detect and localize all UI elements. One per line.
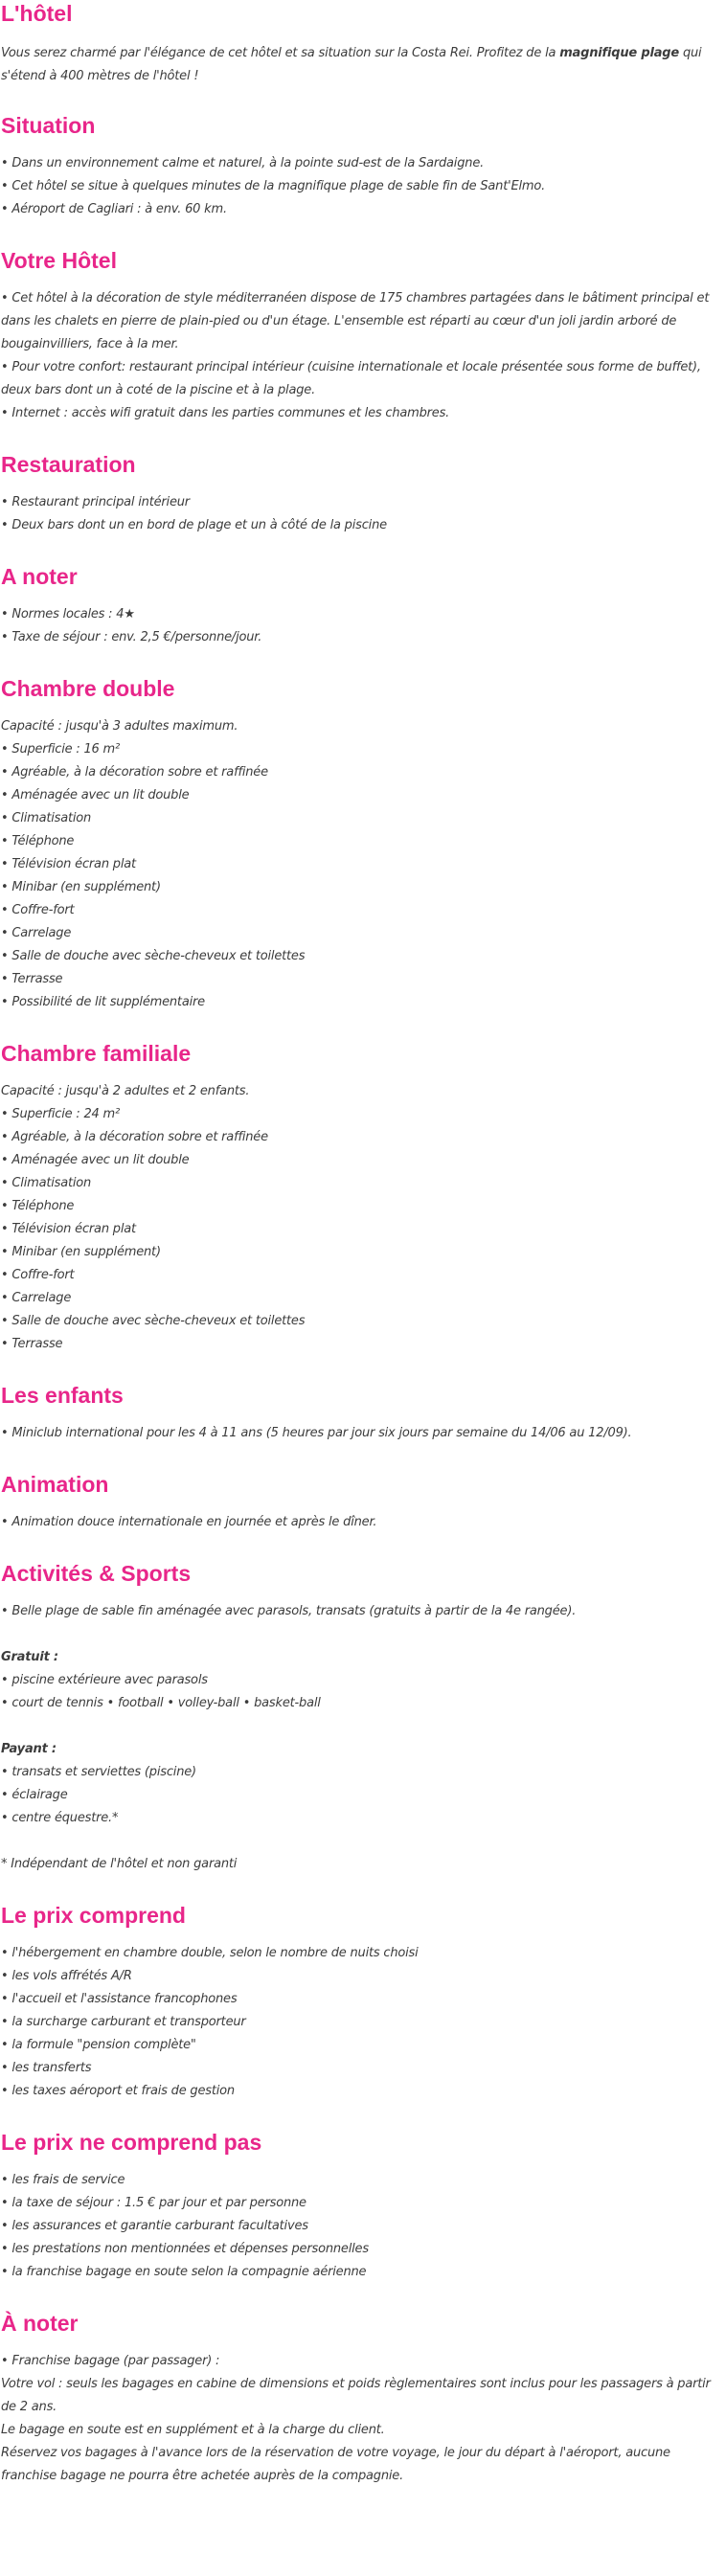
list-item: • Télévision écran plat	[1, 1222, 136, 1236]
list-item: • Climatisation	[1, 811, 92, 825]
list-item: • l'hébergement en chambre double, selon le nombre de nuits choisi	[1, 1946, 419, 1960]
list-item: • piscine extérieure avec parasols	[1, 1673, 208, 1687]
list-item: • Superficie : 24 m²	[1, 1107, 121, 1121]
list-item: Le bagage en soute est en supplément et à la charge du client.	[1, 2423, 385, 2437]
list-item: • l'accueil et l'assistance francophones	[1, 1992, 238, 2006]
list-item: • Dans un environnement calme et naturel, à la pointe sud-est de la Sardaigne.	[1, 156, 485, 170]
section-body-situation	[1, 152, 724, 221]
list-item: • Salle de douche avec sèche-cheveux et toilettes	[1, 949, 306, 963]
section-title-activites-sports: Activités & Sports	[1, 1561, 192, 1586]
list-item: • Pour votre confort: restaurant principal intérieur (cuisine internationale et locale présentée sous forme de buffet), deux bars dont un à coté de la piscine et à la plage.	[1, 360, 701, 397]
list-item: • Climatisation	[1, 1176, 92, 1190]
section-title-a-noter: A noter	[1, 564, 78, 589]
gratuit-label: Gratuit :	[1, 1650, 58, 1664]
list-item: • Deux bars dont un en bord de plage et un à côté de la piscine	[1, 518, 387, 532]
list-item: Capacité : jusqu'à 2 adultes et 2 enfants.	[1, 1084, 250, 1098]
list-item: Capacité : jusqu'à 3 adultes maximum.	[1, 719, 238, 734]
list-item: • Franchise bagage (par passager) :	[1, 2354, 220, 2368]
list-item: • Normes locales : 4★	[1, 607, 135, 621]
list-item: • Miniclub international pour les 4 à 11 ans (5 heures par jour six jours par semaine du 14/06 au 12/09).	[1, 1426, 632, 1440]
section-animation	[1, 1471, 724, 1534]
list-item: Réservez vos bagages à l'avance lors de la réservation de votre voyage, le jour du départ à l'aéroport, aucune franchise bagage ne pourra être achetée auprès de la compagnie.	[1, 2446, 670, 2483]
section-body-animation	[1, 1511, 724, 1534]
list-item: • Cet hôtel se situe à quelques minutes de la magnifique plage de sable fin de Sant'Elmo.	[1, 179, 546, 193]
list-item: • Téléphone	[1, 1199, 75, 1213]
section-body-a-noter	[1, 603, 724, 649]
section-body-restauration	[1, 491, 724, 537]
list-item: • transats et serviettes (piscine)	[1, 1765, 196, 1779]
section-chambre-double	[1, 675, 724, 1014]
list-item: • Taxe de séjour : env. 2,5 €/personne/jour.	[1, 630, 262, 644]
list-item: • Carrelage	[1, 926, 72, 940]
section-situation	[1, 112, 724, 221]
section-body-activites-sports	[1, 1600, 724, 1876]
list-item: • Cet hôtel à la décoration de style méditerranéen dispose de 175 chambres partagées dans le bâtiment principal et dans les chalets en pierre de plain-pied ou d'un étage. L'ensemble est réparti au cœur d'un joli jardin arboré de bougainvilliers, face à la mer.	[1, 291, 710, 351]
list-item: • éclairage	[1, 1788, 68, 1802]
list-item: • la formule "pension complète"	[1, 2038, 196, 2052]
section-prix-ne-comprend-pas	[1, 2129, 724, 2284]
section-title-votre-hotel: Votre Hôtel	[1, 248, 117, 273]
section-title-chambre-familiale: Chambre familiale	[1, 1041, 192, 1066]
list-item: • Minibar (en supplément)	[1, 1245, 161, 1259]
section-title-a-noter-bagages: À noter	[1, 2311, 79, 2336]
list-item: • Téléphone	[1, 834, 75, 848]
section-prix-comprend	[1, 1902, 724, 2103]
section-restauration	[1, 451, 724, 537]
list-item: • les assurances et garantie carburant facultatives	[1, 2219, 308, 2233]
section-body-les-enfants	[1, 1422, 724, 1445]
list-item: • Coffre-fort	[1, 903, 75, 917]
section-chambre-familiale	[1, 1040, 724, 1356]
list-item: • la surcharge carburant et transporteur	[1, 2015, 246, 2029]
footnote: * Indépendant de l'hôtel et non garanti	[1, 1857, 238, 1871]
list-item: • Possibilité de lit supplémentaire	[1, 995, 205, 1009]
list-item: • les frais de service	[1, 2173, 125, 2187]
list-item: • les taxes aéroport et frais de gestion	[1, 2084, 235, 2098]
list-item: • la taxe de séjour : 1.5 € par jour et par personne	[1, 2196, 306, 2210]
section-body-prix-ne-comprend-pas	[1, 2169, 724, 2284]
list-item: • Aéroport de Cagliari : à env. 60 km.	[1, 202, 227, 216]
highlight-beach: magnifique plage	[559, 46, 680, 60]
section-title-animation: Animation	[1, 1472, 109, 1497]
section-body-a-noter-bagages	[1, 2350, 724, 2488]
list-item: • court de tennis • football • volley-ball • basket-ball	[1, 1696, 321, 1710]
list-item: • les vols affrétés A/R	[1, 1969, 132, 1983]
section-title-chambre-double: Chambre double	[1, 676, 175, 701]
section-title-prix-comprend: Le prix comprend	[1, 1903, 186, 1928]
list-item: • Aménagée avec un lit double	[1, 1153, 190, 1167]
list-item: • Salle de douche avec sèche-cheveux et toilettes	[1, 1314, 306, 1328]
section-body-votre-hotel	[1, 287, 724, 425]
section-title-hotel: L'hôtel	[1, 1, 73, 26]
list-item: • Terrasse	[1, 1337, 63, 1351]
list-item: • Agréable, à la décoration sobre et raffinée	[1, 1130, 268, 1144]
list-item: Votre vol : seuls les bagages en cabine de dimensions et poids règlementaires sont inclus pour les passagers à partir de 2 ans.	[1, 2377, 711, 2414]
payant-label: Payant :	[1, 1742, 57, 1756]
list-item: • Restaurant principal intérieur	[1, 495, 190, 509]
list-item: • Belle plage de sable fin aménagée avec parasols, transats (gratuits à partir de la 4e rangée).	[1, 1604, 577, 1618]
section-a-noter	[1, 563, 724, 649]
list-item: • Télévision écran plat	[1, 857, 136, 871]
list-item: • Agréable, à la décoration sobre et raffinée	[1, 765, 268, 780]
list-item: • Aménagée avec un lit double	[1, 788, 190, 802]
section-body-prix-comprend	[1, 1942, 724, 2103]
section-title-restauration: Restauration	[1, 452, 136, 477]
list-item: • Superficie : 16 m²	[1, 742, 121, 757]
list-item: • Minibar (en supplément)	[1, 880, 161, 894]
list-item: • Terrasse	[1, 972, 63, 986]
list-item: • Animation douce internationale en journée et après le dîner.	[1, 1515, 377, 1529]
hotel-intro: Vous serez charmé par l'élégance de cet hôtel et sa situation sur la Costa Rei. Profitez de la magnifique plage qui s'étend à 400 mètres de l'hôtel !	[1, 46, 702, 83]
list-item: • la franchise bagage en soute selon la compagnie aérienne	[1, 2265, 367, 2279]
list-item: • Internet : accès wifi gratuit dans les parties communes et les chambres.	[1, 406, 450, 420]
list-item: • Coffre-fort	[1, 1268, 75, 1282]
section-title-prix-ne-comprend-pas: Le prix ne comprend pas	[1, 2130, 262, 2155]
section-votre-hotel	[1, 247, 724, 425]
list-item: • les transferts	[1, 2061, 92, 2075]
section-body-hotel	[1, 42, 724, 88]
section-activites-sports	[1, 1560, 724, 1876]
section-title-les-enfants: Les enfants	[1, 1383, 124, 1408]
section-body-chambre-double	[1, 715, 724, 1014]
section-hotel	[1, 0, 724, 88]
list-item: • Carrelage	[1, 1291, 72, 1305]
section-a-noter-bagages	[1, 2310, 724, 2488]
list-item: • centre équestre.*	[1, 1811, 119, 1825]
list-item: • les prestations non mentionnées et dépenses personnelles	[1, 2242, 369, 2256]
section-title-situation: Situation	[1, 113, 96, 138]
section-body-chambre-familiale	[1, 1080, 724, 1356]
section-les-enfants	[1, 1382, 724, 1445]
